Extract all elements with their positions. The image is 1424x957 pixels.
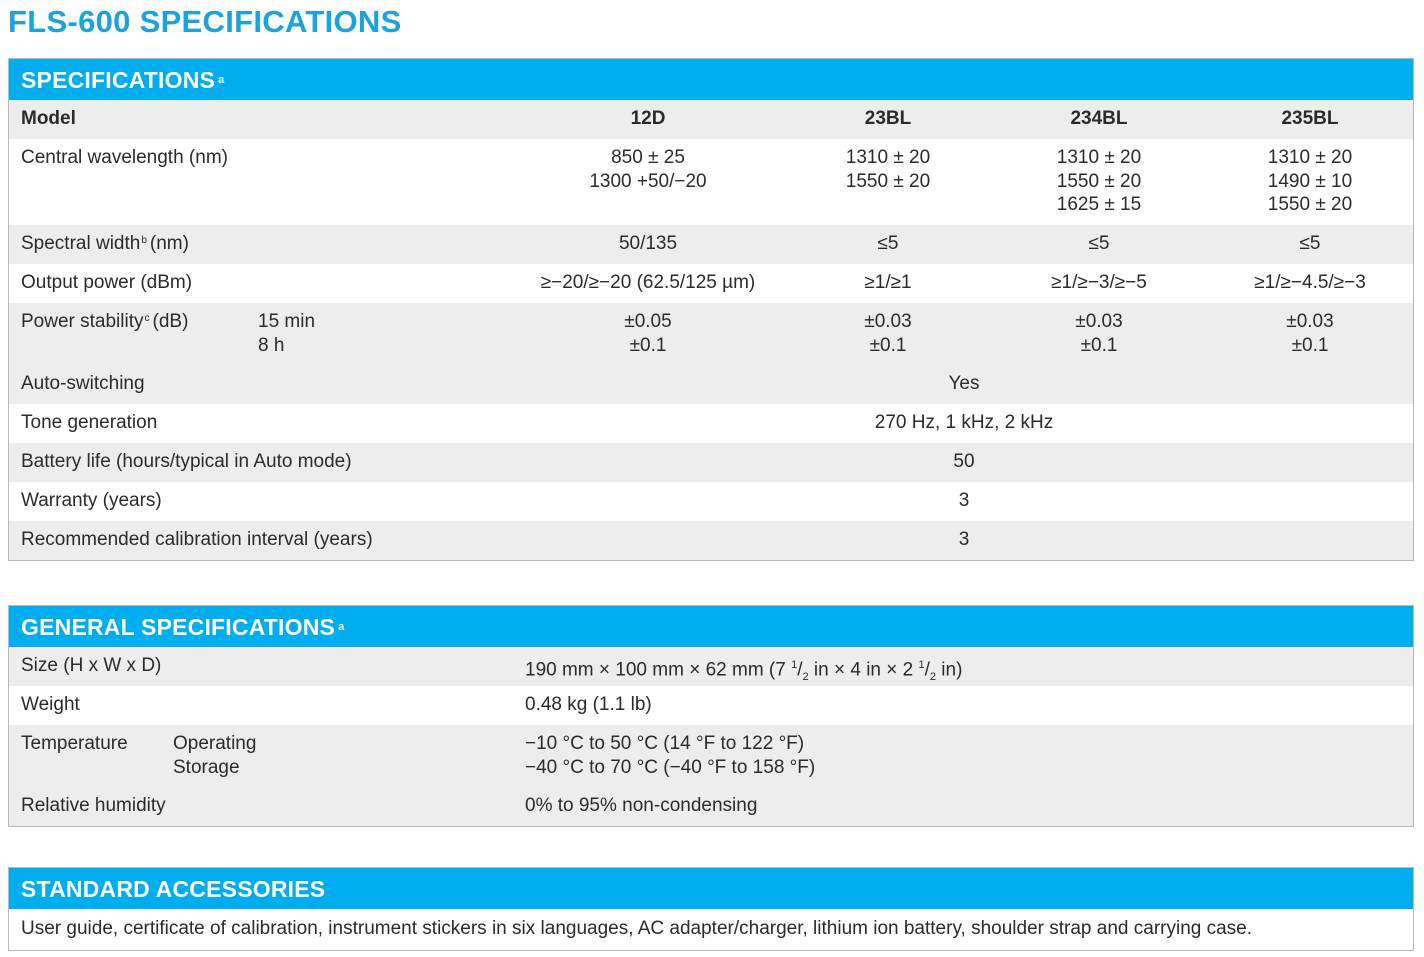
general-specifications-table [8, 605, 1414, 827]
temperature-row [9, 725, 1413, 787]
spectral-width-12d: 50/135 [618, 233, 678, 254]
calibration-interval-value: 3 [958, 529, 970, 550]
output-power-23bl: ≥1/≥1 [864, 272, 912, 293]
auto-switching-label: Auto-switching [21, 373, 145, 394]
spectral-width-234bl: ≤5 [1088, 233, 1110, 254]
specifications-header [9, 59, 1413, 100]
output-power-234bl: ≥1/≥−3/≥−5 [1051, 272, 1147, 293]
wavelength-235bl: 1310 ± 20 1490 ± 10 1550 ± 20 [1267, 147, 1353, 215]
weight-value: 0.48 kg (1.1 lb) [525, 694, 652, 715]
model-row [9, 100, 1413, 139]
weight-row [9, 686, 1413, 725]
accessories-row [9, 909, 1413, 950]
warranty-row [9, 482, 1413, 521]
humidity-label: Relative humidity [21, 795, 166, 816]
size-value: 190 mm × 100 mm × 62 mm (7 $^1/_2$ in × 4 in × 2 $^1/_2$ in) [525, 659, 963, 684]
humidity-value: 0% to 95% non-condensing [525, 795, 758, 816]
battery-life-label: Battery life (hours/typical in Auto mode) [21, 451, 352, 472]
weight-label: Weight [21, 694, 80, 715]
output-power-label: Output power (dBm) [21, 272, 193, 293]
humidity-row [9, 787, 1413, 826]
model-234bl: 234BL [1070, 108, 1128, 129]
power-stability-row [9, 303, 1413, 365]
power-stability-234bl: ±0.03 ±0.1 [1075, 311, 1123, 356]
general-specifications-header [9, 606, 1413, 647]
size-row [9, 647, 1413, 686]
tone-generation-label: Tone generation [21, 412, 158, 433]
spectral-width-235bl: ≤5 [1299, 233, 1321, 254]
model-235bl: 235BL [1281, 108, 1339, 129]
accessories-text: User guide, certificate of calibration, instrument stickers in six languages, AC adapter/charger, lithium ion battery, shoulder strap and carrying case. [21, 918, 1253, 939]
auto-switching-row [9, 365, 1413, 404]
size-label: Size (H x W x D) [21, 655, 162, 676]
wavelength-12d: 850 ± 25 1300 +50/−20 [589, 147, 707, 192]
specifications-table [8, 58, 1414, 561]
wavelength-23bl: 1310 ± 20 1550 ± 20 [845, 147, 931, 192]
output-power-12d: ≥−20/≥−20 (62.5/125 µm) [540, 272, 756, 293]
warranty-value: 3 [958, 490, 970, 511]
general-footnote-a-marker: a [338, 621, 345, 633]
standard-accessories-heading: STANDARD ACCESSORIES [21, 876, 326, 902]
calibration-interval-row [9, 521, 1413, 560]
power-stability-label: Power stability$^c$ (dB) [21, 311, 189, 332]
auto-switching-value: Yes [948, 373, 980, 394]
battery-life-row [9, 443, 1413, 482]
model-23bl: 23BL [864, 108, 912, 129]
page-title: FLS-600 SPECIFICATIONS [8, 4, 402, 39]
output-power-row [9, 264, 1413, 303]
spectral-width-label: Spectral width$^b$ (nm) [21, 233, 189, 254]
power-stability-12d: ±0.05 ±0.1 [624, 311, 672, 356]
footnote-c-marker: c [144, 313, 150, 324]
temperature-values: −10 °C to 50 °C (14 °F to 122 °F) −40 °C to 70 °C (−40 °F to 158 °F) [525, 733, 816, 778]
power-stability-durations: 15 min 8 h [258, 311, 316, 356]
tone-generation-row [9, 404, 1413, 443]
wavelength-234bl: 1310 ± 20 1550 ± 20 1625 ± 15 [1056, 147, 1142, 215]
temperature-conditions: Operating Storage [173, 733, 257, 778]
calibration-interval-label: Recommended calibration interval (years) [21, 529, 373, 550]
power-stability-235bl: ±0.03 ±0.1 [1286, 311, 1334, 356]
central-wavelength-label: Central wavelength (nm) [21, 147, 228, 168]
general-specifications-heading: GENERAL SPECIFICATIONS [21, 614, 336, 640]
standard-accessories-table [8, 867, 1414, 951]
power-stability-23bl: ±0.03 ±0.1 [864, 311, 912, 356]
spectral-width-23bl: ≤5 [877, 233, 899, 254]
standard-accessories-header [9, 868, 1413, 909]
output-power-235bl: ≥1/≥−4.5/≥−3 [1254, 272, 1366, 293]
warranty-label: Warranty (years) [21, 490, 162, 511]
specifications-heading: SPECIFICATIONS [21, 67, 216, 93]
model-12d: 12D [630, 108, 666, 129]
spectral-width-row [9, 225, 1413, 264]
model-label: Model [21, 108, 76, 129]
footnote-b-marker: b [141, 235, 147, 246]
central-wavelength-row [9, 139, 1413, 225]
tone-generation-value: 270 Hz, 1 kHz, 2 kHz [874, 412, 1054, 433]
footnote-a-marker: a [218, 74, 225, 86]
battery-life-value: 50 [953, 451, 975, 472]
temperature-label: Temperature [21, 733, 128, 754]
